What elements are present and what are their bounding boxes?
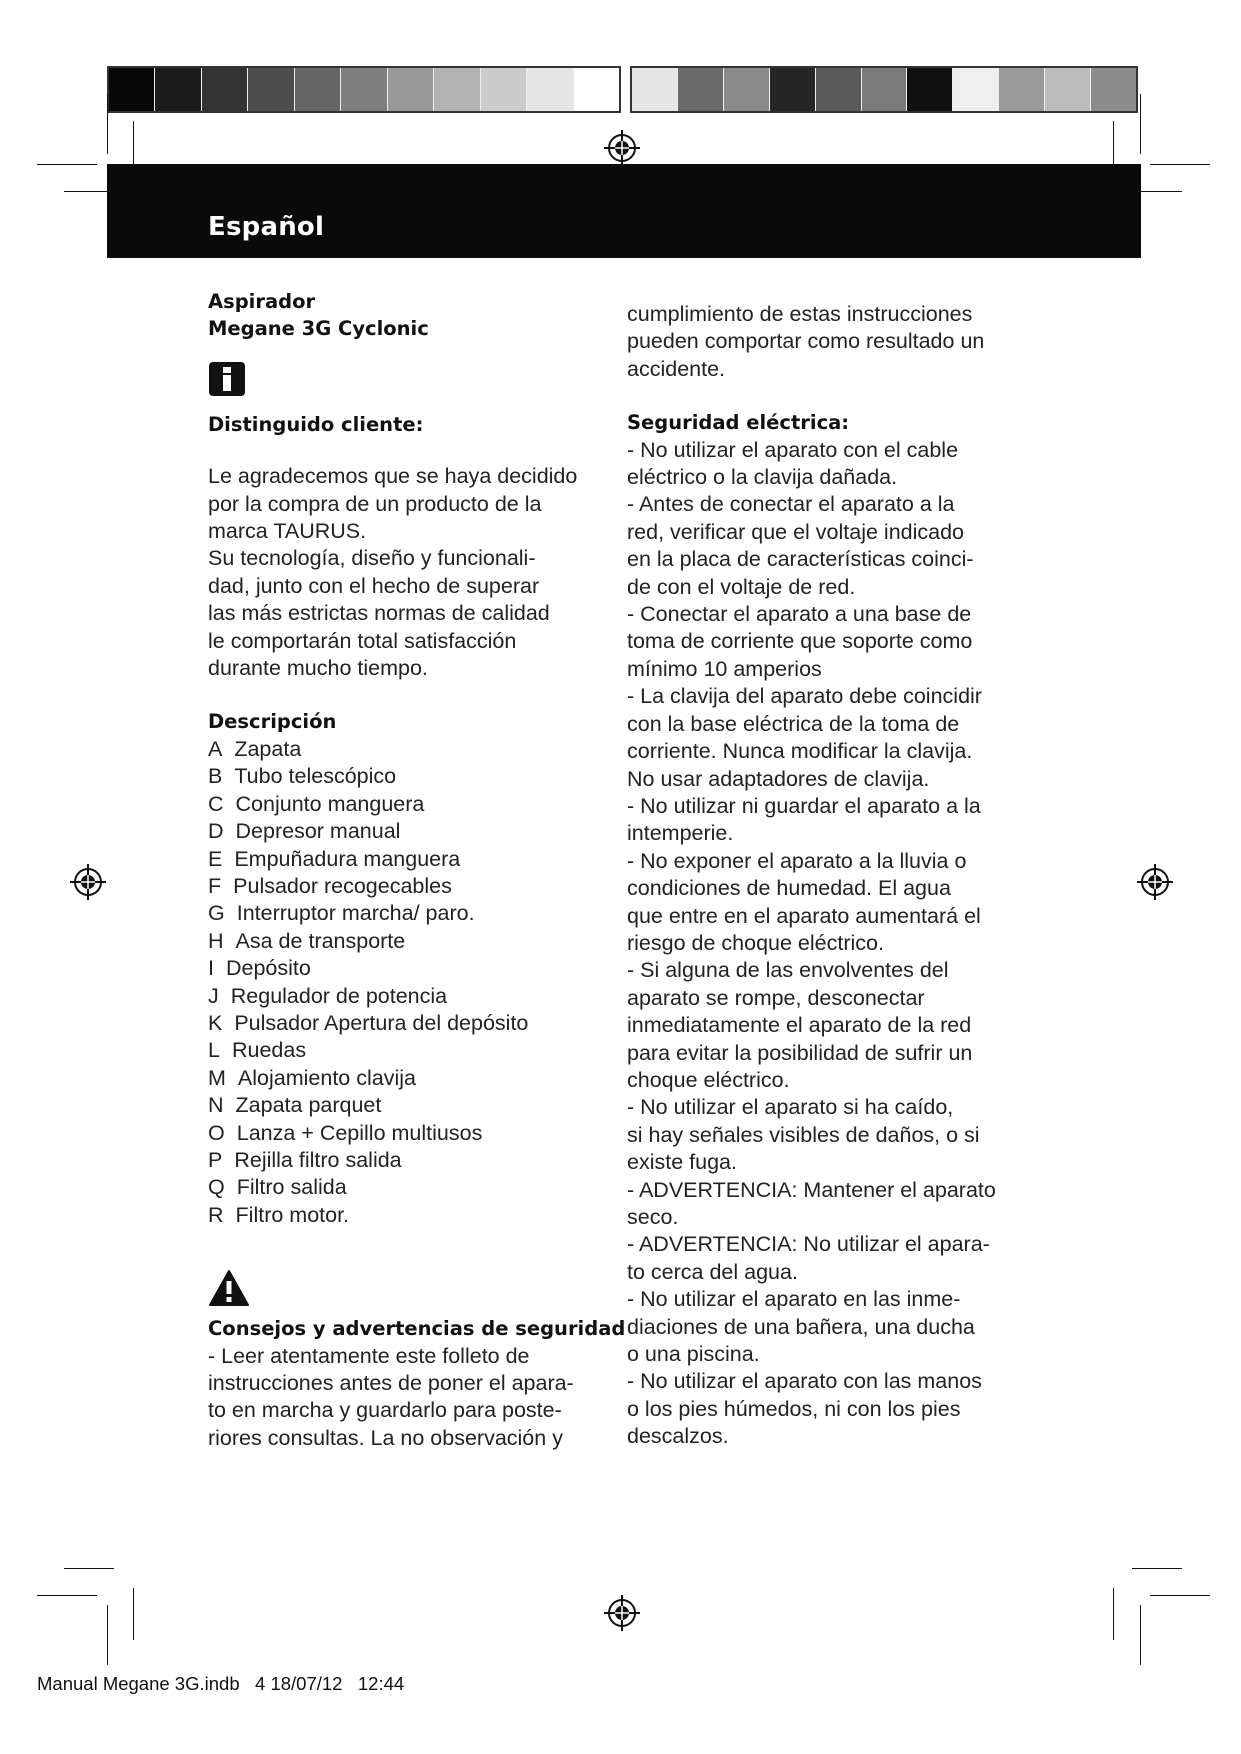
text-line: to en marcha y guardarlo para poste- bbox=[208, 1398, 562, 1423]
language-header bbox=[107, 164, 1141, 258]
crop-mark bbox=[1140, 1605, 1141, 1665]
description-item-letter: I bbox=[208, 956, 214, 981]
description-item-letter: H bbox=[208, 928, 224, 953]
continuation-paragraph bbox=[627, 301, 1047, 383]
registration-target-icon bbox=[1135, 862, 1175, 902]
crop-mark bbox=[1150, 1595, 1210, 1596]
description-item-letter: F bbox=[208, 873, 222, 898]
text-line: marca TAURUS. bbox=[208, 519, 367, 544]
color-swatch bbox=[1045, 68, 1091, 111]
text-line: - Antes de conectar el aparato a la bbox=[627, 492, 955, 517]
text-line: - Leer atentamente este folleto de bbox=[208, 1343, 530, 1368]
color-swatch bbox=[953, 68, 999, 111]
description-item bbox=[208, 763, 608, 790]
color-swatch bbox=[388, 68, 434, 111]
color-swatch bbox=[527, 68, 573, 111]
text-line: - No utilizar el aparato en las inme- bbox=[627, 1287, 961, 1312]
text-line: en la placa de características coinci- bbox=[627, 547, 974, 572]
text-line: - No utilizar el aparato si ha caído, bbox=[627, 1095, 954, 1120]
color-swatch bbox=[574, 68, 619, 111]
color-swatch bbox=[907, 68, 953, 111]
text-line: corriente. Nunca modificar la clavija. bbox=[627, 739, 973, 764]
description-item-text: Asa de transporte bbox=[235, 928, 406, 953]
safety-title: Consejos y advertencias de seguridad bbox=[208, 1317, 626, 1341]
text-line: descalzos. bbox=[627, 1424, 729, 1449]
description-item bbox=[208, 928, 608, 955]
left-column bbox=[208, 288, 626, 1452]
description-item-text: Depósito bbox=[225, 956, 311, 981]
description-item-letter: B bbox=[208, 764, 223, 789]
crop-mark bbox=[37, 164, 97, 165]
text-line: Su tecnología, diseño y funcionali- bbox=[208, 546, 536, 571]
description-item-text: Tubo telescópico bbox=[234, 764, 397, 789]
product-type: Aspirador bbox=[208, 290, 316, 313]
description-item bbox=[208, 1037, 608, 1064]
description-item-letter: Q bbox=[208, 1175, 225, 1200]
text-line: choque eléctrico. bbox=[627, 1067, 790, 1092]
text-line: - No utilizar el aparato con el cable bbox=[627, 437, 959, 462]
color-swatch bbox=[678, 68, 724, 111]
text-line: por la compra de un producto de la bbox=[208, 491, 542, 516]
description-item-letter: D bbox=[208, 819, 224, 844]
description-item bbox=[208, 1174, 608, 1201]
color-swatch bbox=[1091, 68, 1136, 111]
color-swatch bbox=[295, 68, 341, 111]
color-swatch bbox=[816, 68, 862, 111]
crop-mark bbox=[1113, 1588, 1114, 1640]
text-line: las más estrictas normas de calidad bbox=[208, 601, 550, 626]
description-item-letter: J bbox=[208, 983, 219, 1008]
description-item-letter: G bbox=[208, 901, 225, 926]
text-line: - La clavija del aparato debe coincidir bbox=[627, 684, 982, 709]
text-line: - ADVERTENCIA: No utilizar el apara- bbox=[627, 1232, 990, 1257]
color-swatch bbox=[434, 68, 480, 111]
description-item bbox=[208, 1092, 608, 1119]
description-item bbox=[208, 1202, 608, 1229]
description-item bbox=[208, 1065, 608, 1092]
text-line: condiciones de humedad. El agua bbox=[627, 876, 951, 901]
description-item-text: Filtro motor. bbox=[235, 1202, 350, 1227]
description-item-text: Interruptor marcha/ paro. bbox=[236, 901, 475, 926]
text-line: durante mucho tiempo. bbox=[208, 656, 428, 681]
text-line: Le agradecemos que se haya decidido bbox=[208, 464, 578, 489]
text-line: dad, junto con el hecho de superar bbox=[208, 573, 540, 598]
description-item-letter: P bbox=[208, 1147, 223, 1172]
text-line: cumplimiento de estas instrucciones bbox=[627, 302, 973, 326]
color-calibration-bar-right bbox=[630, 66, 1138, 113]
text-line: existe fuga. bbox=[627, 1150, 737, 1175]
text-line: intemperie. bbox=[627, 821, 734, 846]
text-line: inmediatamente el aparato de la red bbox=[627, 1013, 972, 1038]
description-item bbox=[208, 955, 608, 982]
crop-mark bbox=[64, 1568, 114, 1569]
text-line: to cerca del agua. bbox=[627, 1259, 798, 1284]
text-line: o los pies húmedos, ni con los pies bbox=[627, 1396, 961, 1421]
crop-mark bbox=[107, 1605, 108, 1665]
warning-icon bbox=[208, 1269, 250, 1307]
description-item-text: Conjunto manguera bbox=[235, 791, 425, 816]
text-line: le comportarán total satisfacción bbox=[208, 628, 517, 653]
color-swatch bbox=[155, 68, 201, 111]
crop-mark bbox=[1150, 164, 1210, 165]
print-slug: Manual Megane 3G.indb 4 18/07/12 12:44 bbox=[37, 1673, 405, 1694]
text-line: que entre en el aparato aumentará el bbox=[627, 903, 981, 928]
color-swatch bbox=[770, 68, 816, 111]
description-item-text: Zapata bbox=[234, 736, 302, 761]
text-line: - No exponer el aparato a la lluvia o bbox=[627, 848, 967, 873]
description-item-text: Rejilla filtro salida bbox=[234, 1147, 402, 1172]
description-item bbox=[208, 791, 608, 818]
description-item-text: Regulador de potencia bbox=[230, 983, 448, 1008]
text-line: de con el voltaje de red. bbox=[627, 574, 856, 599]
description-item-letter: N bbox=[208, 1093, 224, 1118]
description-item-text: Pulsador recogecables bbox=[233, 873, 452, 898]
text-line: instrucciones antes de poner el apara- bbox=[208, 1371, 574, 1395]
registration-target-icon bbox=[68, 862, 108, 902]
description-item-text: Filtro salida bbox=[236, 1175, 347, 1200]
description-item-letter: K bbox=[208, 1010, 223, 1035]
text-line: toma de corriente que soporte como bbox=[627, 629, 973, 654]
registration-target-icon bbox=[602, 128, 642, 168]
description-item-text: Empuñadura manguera bbox=[234, 846, 461, 871]
greeting-title: Distinguido cliente: bbox=[208, 412, 424, 436]
color-swatch bbox=[724, 68, 770, 111]
color-calibration-bar-left bbox=[107, 66, 621, 113]
text-line: pueden comportar como resultado un bbox=[627, 329, 985, 354]
text-line: - No utilizar ni guardar el aparato a la bbox=[627, 793, 981, 818]
text-line: con la base eléctrica de la toma de bbox=[627, 711, 960, 736]
text-line: riores consultas. La no observación y bbox=[208, 1425, 563, 1450]
description-item-letter: O bbox=[208, 1120, 225, 1145]
text-line: - Conectar el aparato a una base de bbox=[627, 602, 972, 627]
color-swatch bbox=[341, 68, 387, 111]
description-item-letter: R bbox=[208, 1202, 224, 1227]
crop-mark bbox=[1140, 94, 1141, 154]
description-list bbox=[208, 736, 608, 1229]
text-line: para evitar la posibilidad de sufrir un bbox=[627, 1040, 973, 1065]
description-item-letter: M bbox=[208, 1065, 226, 1090]
description-item-text: Ruedas bbox=[231, 1038, 307, 1063]
description-item-text: Pulsador Apertura del depósito bbox=[234, 1010, 529, 1035]
text-line: - ADVERTENCIA: Mantener el aparato bbox=[627, 1177, 996, 1202]
color-swatch bbox=[481, 68, 527, 111]
description-item-letter: C bbox=[208, 791, 224, 816]
language-title: Español bbox=[208, 212, 325, 242]
text-line: - Si alguna de las envolventes del bbox=[627, 958, 949, 983]
electrical-safety-title: Seguridad eléctrica: bbox=[627, 411, 850, 435]
description-item bbox=[208, 900, 608, 927]
color-swatch bbox=[632, 68, 678, 111]
description-item-text: Alojamiento clavija bbox=[237, 1065, 416, 1090]
description-item bbox=[208, 1147, 608, 1174]
crop-mark bbox=[1132, 1568, 1182, 1569]
description-item bbox=[208, 1010, 608, 1037]
crop-mark bbox=[133, 1588, 134, 1640]
text-line: si hay señales visibles de daños, o si bbox=[627, 1122, 980, 1147]
description-item bbox=[208, 736, 608, 763]
description-item bbox=[208, 1120, 608, 1147]
text-line: aparato se rompe, desconectar bbox=[627, 985, 925, 1010]
electrical-safety-paragraph bbox=[627, 437, 1047, 1451]
color-swatch bbox=[109, 68, 155, 111]
description-item bbox=[208, 846, 608, 873]
description-item-text: Zapata parquet bbox=[235, 1093, 382, 1118]
text-line: diaciones de una bañera, una ducha bbox=[627, 1314, 975, 1339]
text-line: accidente. bbox=[627, 356, 726, 381]
color-swatch bbox=[862, 68, 908, 111]
registration-target-icon bbox=[602, 1593, 642, 1633]
text-line: mínimo 10 amperios bbox=[627, 656, 822, 681]
description-title: Descripción bbox=[208, 710, 337, 734]
description-item-letter: E bbox=[208, 846, 223, 871]
description-item bbox=[208, 873, 608, 900]
description-item-letter: L bbox=[208, 1038, 220, 1063]
color-swatch bbox=[248, 68, 294, 111]
description-item-text: Depresor manual bbox=[235, 819, 401, 844]
right-column bbox=[627, 301, 1047, 1451]
crop-mark bbox=[107, 94, 108, 154]
text-line: o una piscina. bbox=[627, 1342, 760, 1367]
product-name: Megane 3G Cyclonic bbox=[208, 317, 429, 341]
color-swatch bbox=[202, 68, 248, 111]
description-item-text: Lanza + Cepillo multiusos bbox=[236, 1120, 483, 1145]
text-line: No usar adaptadores de clavija. bbox=[627, 766, 930, 791]
info-icon bbox=[208, 361, 246, 397]
description-item-letter: A bbox=[208, 736, 223, 761]
text-line: red, verificar que el voltaje indicado bbox=[627, 519, 965, 544]
description-item bbox=[208, 983, 608, 1010]
description-item bbox=[208, 818, 608, 845]
color-swatch bbox=[999, 68, 1045, 111]
text-line: - No utilizar el aparato con las manos bbox=[627, 1369, 982, 1394]
text-line: eléctrico o la clavija dañada. bbox=[627, 465, 898, 490]
text-line: seco. bbox=[627, 1205, 679, 1229]
text-line: riesgo de choque eléctrico. bbox=[627, 930, 884, 955]
crop-mark bbox=[37, 1595, 97, 1596]
intro-paragraph bbox=[208, 463, 608, 682]
safety-paragraph bbox=[208, 1343, 608, 1453]
